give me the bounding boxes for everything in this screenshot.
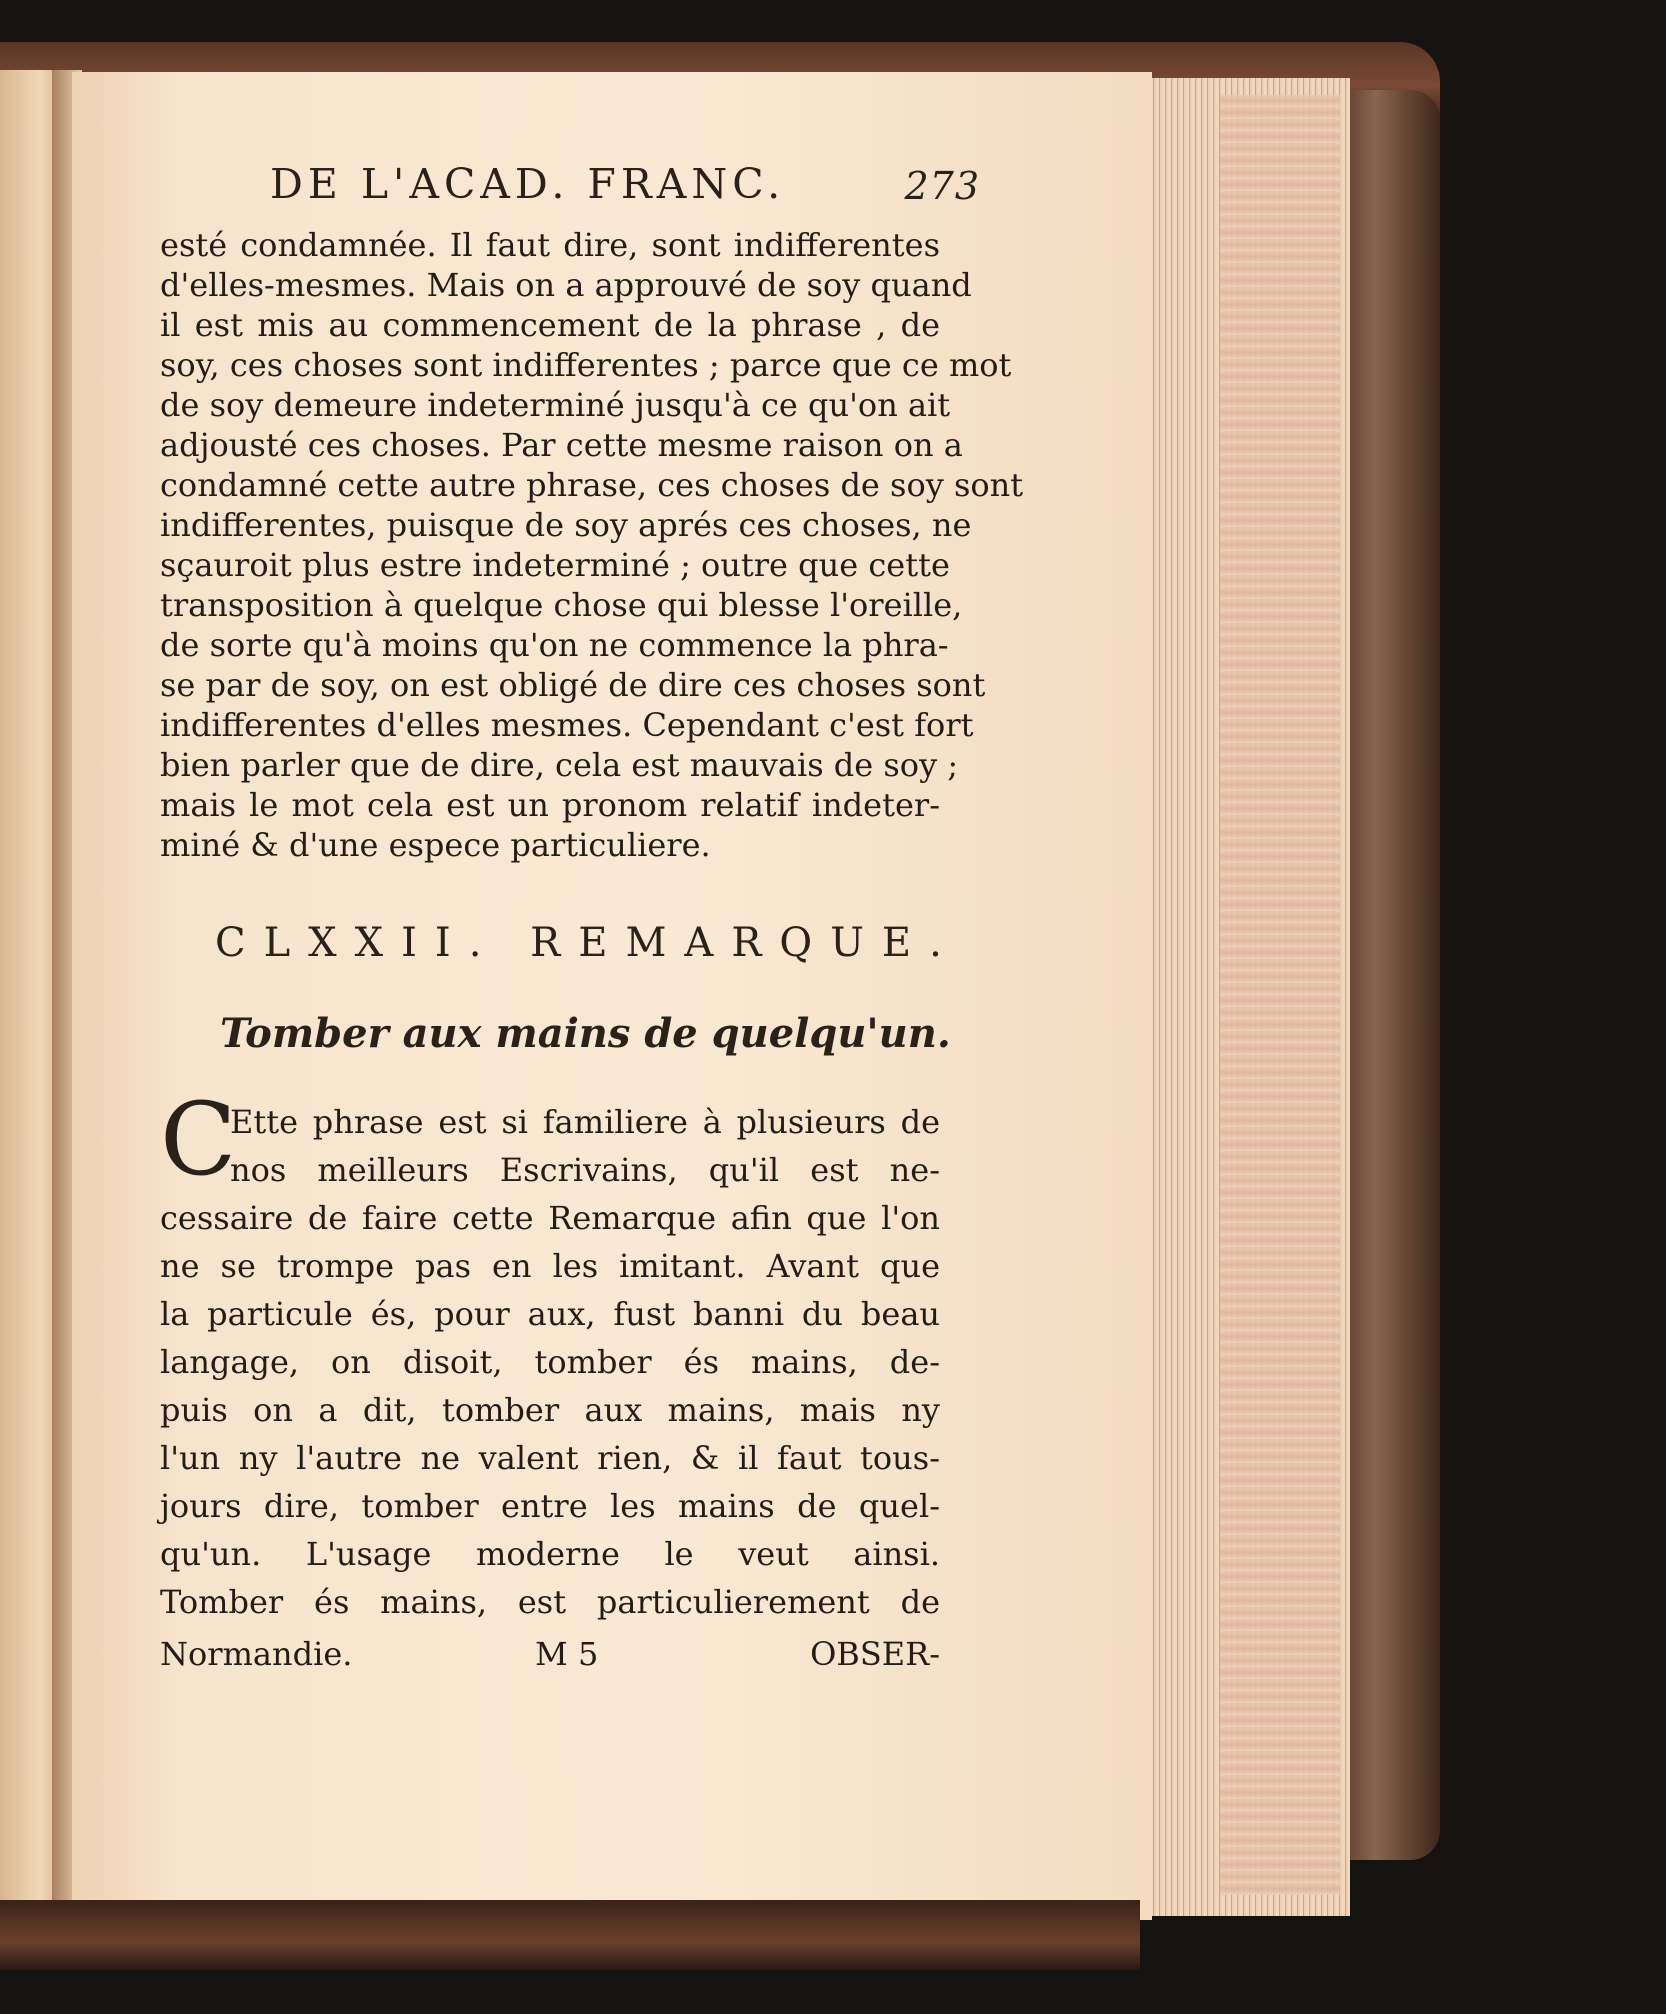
text-line: Tomber és mains, est particulierement de [160,1583,940,1621]
text-line: ne se trompe pas en les imitant. Avant que [160,1247,940,1285]
text-line: sçauroit plus estre indeterminé ; outre que cette [160,546,950,584]
text-line: jours dire, tomber entre les mains de quel- [160,1487,940,1525]
text-line: miné & d'une espece particuliere. [160,826,711,864]
last-word: Normandie. [160,1635,353,1673]
text-line: indifferentes d'elles mesmes. Cependant c'est fort [160,706,974,744]
text-line: se par de soy, on est obligé de dire ces choses sont [160,666,986,704]
text-line: condamné cette autre phrase, ces choses de soy sont [160,466,1024,504]
text-line: soy, ces choses sont indifferentes ; parce que ce mot [160,346,1012,384]
signature-mark: M 5 [535,1635,599,1673]
text-line: transposition à quelque chose qui blesse l'oreille, [160,586,963,624]
book-spine [1340,90,1440,1860]
text-line: cessaire de faire cette Remarque afin que l'on [160,1199,940,1237]
drop-capital: C [160,1081,237,1198]
text-line: nos meilleurs Escrivains, qu'il est ne- [230,1151,940,1189]
text-line: de soy demeure indeterminé jusqu'à ce qu'on ait [160,386,951,424]
text-line: de sorte qu'à moins qu'on ne commence la phra- [160,626,949,664]
page-number: 273 [904,164,980,208]
remark-subtitle: Tomber aux mains de quelqu'un. [220,1010,951,1057]
text-line: la particule és, pour aux, fust banni du beau [160,1295,940,1333]
text-line: l'un ny l'autre ne valent rien, & il faut tous- [160,1439,940,1477]
text-line: mais le mot cela est un pronom relatif indeter- [160,786,940,824]
text-line: adjousté ces choses. Par cette mesme raison on a [160,426,963,464]
text-line: Ette phrase est si familiere à plusieurs de [230,1103,940,1141]
remark-heading: CLXXII. REMARQUE. [215,920,960,966]
header-title: DE L'ACAD. FRANC. [270,160,786,208]
page-block-side [1220,95,1340,1895]
page-footer [160,1635,940,1681]
text-line: langage, on disoit, tomber és mains, de- [160,1343,940,1381]
text-line: esté condamnée. Il faut dire, sont indifferentes [160,226,940,264]
text-line: puis on a dit, tomber aux mains, mais ny [160,1391,940,1429]
text-line: qu'un. L'usage moderne le veut ainsi. [160,1535,940,1573]
book-cover-bottom [0,1900,1140,1970]
text-line: d'elles-mesmes. Mais on a approuvé de soy quand [160,266,972,304]
text-line: bien parler que de dire, cela est mauvais de soy ; [160,746,959,784]
catchword: OBSER- [810,1635,940,1673]
text-line: indifferentes, puisque de soy aprés ces choses, ne [160,506,972,544]
running-header [270,160,980,210]
text-line: il est mis au commencement de la phrase , de [160,306,940,344]
